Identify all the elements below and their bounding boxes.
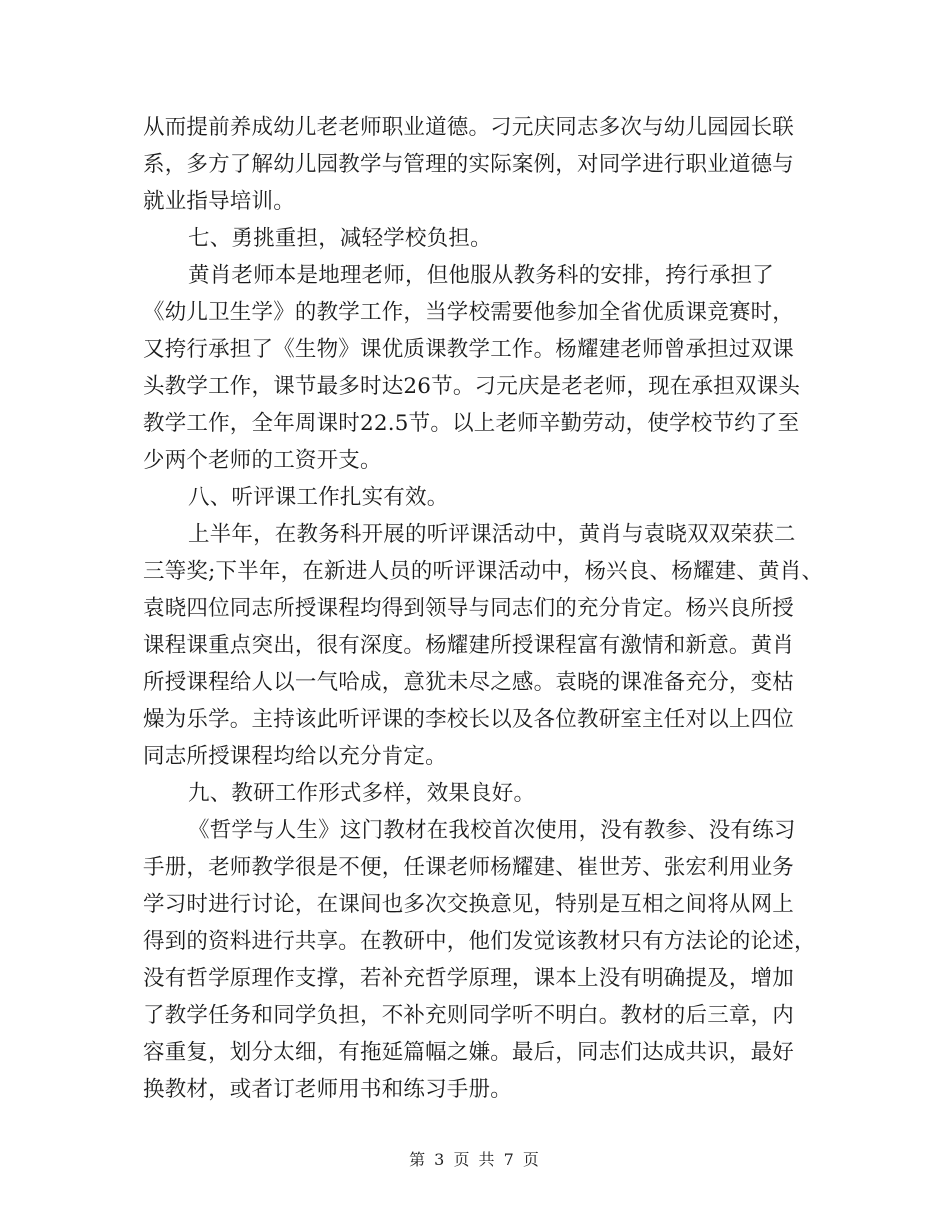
section-heading: 七、勇挑重担，减轻学校负担。 [188, 226, 492, 251]
paragraph-line: 又挎行承担了《生物》课优质课教学工作。杨耀建老师曾承担过双课 [143, 337, 795, 362]
paragraph-line: 燥为乐学。主持该此听评课的李校长以及各位教研室主任对以上四位 [143, 707, 795, 732]
section-heading: 八、听评课工作扎实有效。 [188, 485, 449, 510]
paragraph-line: 黄肖老师本是地理老师，但他服从教务科的安排，挎行承担了 [188, 263, 774, 288]
paragraph-line: 没有哲学原理作支撑，若补充哲学原理，课本上没有明确提及，增加 [143, 966, 795, 991]
section-heading: 九、教研工作形式多样，效果良好。 [188, 781, 536, 806]
paragraph-line: 所授课程给人以一气哈成，意犹未尽之感。袁晓的课准备充分，变枯 [143, 670, 795, 695]
paragraph-line: 《哲学与人生》这门教材在我校首次使用，没有教参、没有练习 [188, 818, 796, 843]
paragraph-line: 了教学任务和同学负担，不补充则同学听不明白。教材的后三章，内 [143, 1003, 795, 1028]
paragraph-line: 《幼儿卫生学》的教学工作，当学校需要他参加全省优质课竞赛时， [143, 300, 795, 325]
paragraph-line: 学习时进行讨论，在课间也多次交换意见，特别是互相之间将从网上 [143, 892, 795, 917]
paragraph-line: 容重复，划分太细，有拖延篇幅之嫌。最后，同志们达成共识，最好 [143, 1040, 795, 1065]
paragraph-line: 手册，老师教学很是不便，任课老师杨耀建、崔世芳、张宏利用业务 [143, 855, 795, 880]
paragraph-line: 上半年，在教务科开展的听评课活动中，黄肖与袁晓双双荣获二 [188, 522, 796, 547]
paragraph-line: 从而提前养成幼儿老老师职业道德。刁元庆同志多次与幼儿园园长联 [143, 115, 795, 140]
paragraph-line: 袁晓四位同志所授课程均得到领导与同志们的充分肯定。杨兴良所授 [143, 596, 795, 621]
paragraph-line: 教学工作，全年周课时22.5节。以上老师辛勤劳动，使学校节约了至 [143, 411, 800, 436]
paragraph-line: 同志所授课程均给以充分肯定。 [143, 744, 447, 769]
paragraph-line: 换教材，或者订老师用书和练习手册。 [143, 1077, 512, 1102]
paragraph-line: 课程课重点突出，很有深度。杨耀建所授课程富有激情和新意。黄肖 [143, 633, 795, 658]
paragraph-line: 得到的资料进行共享。在教研中，他们发觉该教材只有方法论的论述， [143, 929, 816, 954]
page-number-footer: 第 3 页 共 7 页 [409, 1150, 541, 1169]
paragraph-line: 就业指导培训。 [143, 189, 295, 214]
paragraph-line: 少两个老师的工资开支。 [143, 448, 382, 473]
document-body [143, 109, 823, 1108]
paragraph-line: 系，多方了解幼儿园教学与管理的实际案例，对同学进行职业道德与 [143, 152, 795, 177]
paragraph-line: 头教学工作，课节最多时达26节。刁元庆是老老师，现在承担双课头 [143, 374, 801, 399]
paragraph-line: 三等奖;下半年，在新进人员的听评课活动中，杨兴良、杨耀建、黄肖、 [143, 559, 824, 584]
